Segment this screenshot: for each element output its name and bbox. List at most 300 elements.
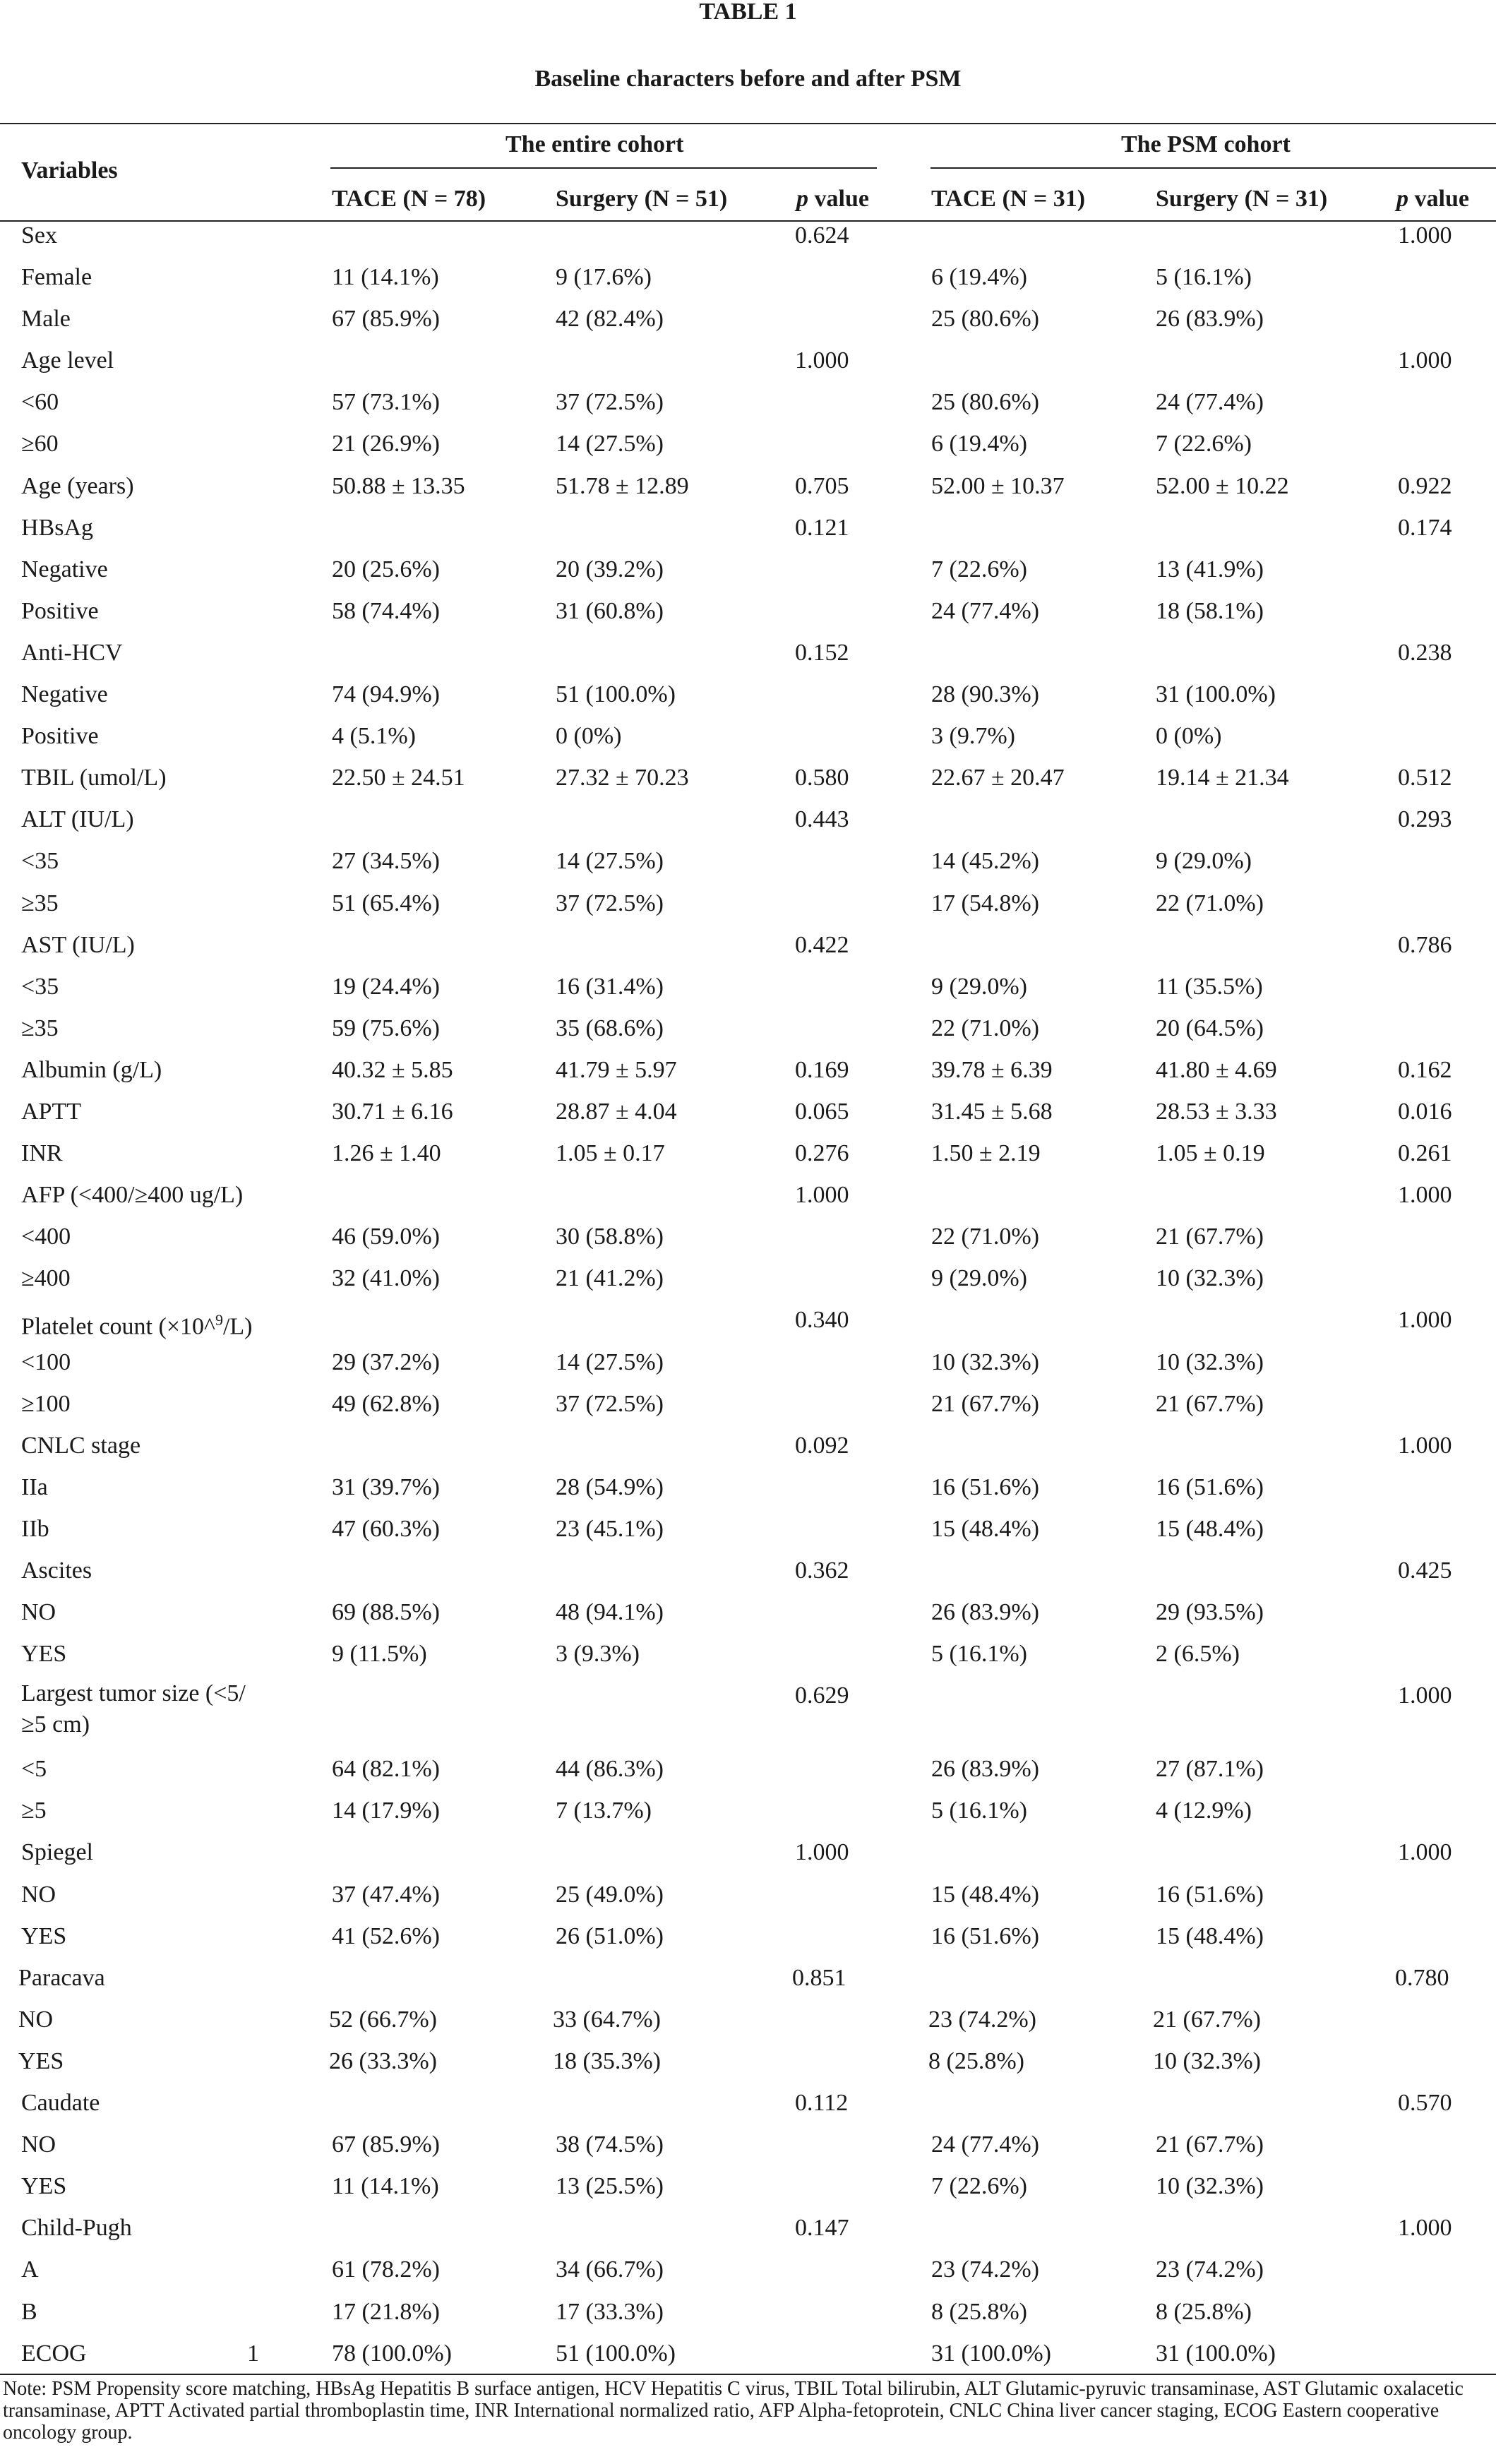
cell-surgery-entire: 31 (60.8%) bbox=[556, 597, 664, 624]
header-surgery-psm: Surgery (N = 31) bbox=[1156, 186, 1328, 212]
cell-surgery-entire: 38 (74.5%) bbox=[556, 2131, 664, 2158]
cell-tace-entire: 17 (21.8%) bbox=[332, 2298, 440, 2325]
cell-tace-psm: 22 (71.0%) bbox=[931, 1224, 1039, 1250]
table-label: TABLE 1 bbox=[699, 0, 797, 25]
cell-tace-entire: 50.88 ± 13.35 bbox=[332, 472, 465, 499]
table-row bbox=[0, 546, 1496, 588]
row-label: NO bbox=[21, 1599, 56, 1626]
cell-surgery-entire: 9 (17.6%) bbox=[556, 264, 652, 291]
cell-p-psm: 1.000 bbox=[1398, 1839, 1452, 1866]
cell-p-psm: 0.238 bbox=[1398, 639, 1452, 666]
row-label: IIa bbox=[21, 1473, 48, 1500]
cell-p-psm: 0.261 bbox=[1398, 1140, 1452, 1167]
cell-tace-entire: 67 (85.9%) bbox=[332, 306, 440, 333]
row-label: Female bbox=[21, 264, 92, 291]
table-row bbox=[0, 1047, 1496, 1089]
top-rule bbox=[0, 123, 1496, 124]
cell-p-entire: 1.000 bbox=[795, 1182, 849, 1209]
cell-tace-entire: 26 (33.3%) bbox=[329, 2047, 437, 2074]
table-row bbox=[0, 2122, 1496, 2163]
cell-surgery-entire: 51 (100.0%) bbox=[556, 2340, 676, 2367]
cell-surgery-entire: 51.78 ± 12.89 bbox=[556, 472, 689, 499]
cell-p-psm: 1.000 bbox=[1398, 347, 1452, 374]
cell-p-psm: 0.922 bbox=[1398, 472, 1452, 499]
cell-tace-entire: 64 (82.1%) bbox=[332, 1756, 440, 1783]
table-row bbox=[0, 1464, 1496, 1506]
row-label: YES bbox=[21, 2173, 67, 2200]
cell-tace-entire: 69 (88.5%) bbox=[332, 1599, 440, 1626]
row-label: ≥5 bbox=[21, 1798, 47, 1824]
cell-surgery-entire: 14 (27.5%) bbox=[556, 1348, 664, 1375]
table-row bbox=[0, 463, 1496, 505]
row-label: Negative bbox=[21, 681, 108, 708]
table-row bbox=[0, 838, 1496, 880]
cell-p-psm: 0.786 bbox=[1398, 931, 1452, 958]
cell-p-psm: 1.000 bbox=[1398, 1432, 1452, 1459]
cell-tace-psm: 10 (32.3%) bbox=[931, 1348, 1039, 1375]
table-row bbox=[0, 337, 1496, 379]
cell-tace-psm: 7 (22.6%) bbox=[931, 556, 1027, 582]
row-label: Ascites bbox=[21, 1557, 92, 1584]
cell-tace-psm: 8 (25.8%) bbox=[931, 2298, 1027, 2325]
row-label: NO bbox=[21, 2131, 56, 2158]
cell-tace-psm: 9 (29.0%) bbox=[931, 1265, 1027, 1292]
row-label: Positive bbox=[21, 597, 99, 624]
cell-surgery-entire: 20 (39.2%) bbox=[556, 556, 664, 582]
cell-tace-entire: 47 (60.3%) bbox=[332, 1515, 440, 1542]
table-row bbox=[0, 2080, 1496, 2122]
row-label: Age (years) bbox=[21, 472, 134, 499]
cell-p-entire: 0.624 bbox=[795, 222, 849, 249]
cell-tace-psm: 24 (77.4%) bbox=[931, 2131, 1039, 2158]
row-label: INR bbox=[21, 1140, 63, 1167]
table-row bbox=[0, 1872, 1496, 1913]
row-label: APTT bbox=[21, 1098, 81, 1125]
cell-p-entire: 0.147 bbox=[795, 2215, 849, 2242]
header-surgery-entire: Surgery (N = 51) bbox=[556, 186, 728, 212]
table-row bbox=[0, 713, 1496, 755]
cell-tace-entire: 4 (5.1%) bbox=[332, 723, 416, 750]
table-row bbox=[0, 1339, 1496, 1381]
table-row bbox=[0, 1746, 1496, 1788]
cell-surgery-psm: 19.14 ± 21.34 bbox=[1156, 765, 1289, 791]
table-row bbox=[0, 296, 1496, 337]
cell-surgery-psm: 21 (67.7%) bbox=[1156, 2131, 1264, 2158]
cell-tace-psm: 28 (90.3%) bbox=[931, 681, 1039, 708]
cell-surgery-psm: 21 (67.7%) bbox=[1156, 1224, 1264, 1250]
cell-tace-entire: 32 (41.0%) bbox=[332, 1265, 440, 1292]
cell-tace-entire: 58 (74.4%) bbox=[332, 597, 440, 624]
cell-p-entire: 0.443 bbox=[795, 806, 849, 833]
cell-p-entire: 0.422 bbox=[795, 931, 849, 958]
row-label: AFP (<400/≥400 ug/L) bbox=[21, 1182, 244, 1209]
cell-surgery-entire: 0 (0%) bbox=[556, 723, 622, 750]
cell-tace-psm: 9 (29.0%) bbox=[931, 973, 1027, 1000]
cell-p-psm: 0.512 bbox=[1398, 765, 1452, 791]
table-row bbox=[0, 2331, 1496, 2372]
cell-tace-entire: 74 (94.9%) bbox=[332, 681, 440, 708]
table-row bbox=[0, 213, 1496, 254]
cell-tace-entire: 51 (65.4%) bbox=[332, 890, 440, 916]
cell-p-entire: 0.580 bbox=[795, 765, 849, 791]
cell-tace-psm: 52.00 ± 10.37 bbox=[931, 472, 1065, 499]
cell-p-entire: 0.169 bbox=[795, 1056, 849, 1083]
row-label: IIb bbox=[21, 1515, 49, 1542]
cell-surgery-psm: 13 (41.9%) bbox=[1156, 556, 1264, 582]
table-row bbox=[0, 630, 1496, 671]
cell-surgery-entire: 41.79 ± 5.97 bbox=[556, 1056, 677, 1083]
cell-p-entire: 0.112 bbox=[795, 2090, 849, 2117]
row-label: <5 bbox=[21, 1756, 47, 1783]
cell-surgery-psm: 16 (51.6%) bbox=[1156, 1473, 1264, 1500]
cell-surgery-entire: 1.05 ± 0.17 bbox=[556, 1140, 665, 1167]
cell-surgery-entire: 7 (13.7%) bbox=[556, 1798, 652, 1824]
cell-tace-entire: 19 (24.4%) bbox=[332, 973, 440, 1000]
cell-surgery-psm: 10 (32.3%) bbox=[1156, 2173, 1264, 2200]
cell-tace-psm: 39.78 ± 6.39 bbox=[931, 1056, 1053, 1083]
cell-tace-psm: 23 (74.2%) bbox=[928, 2006, 1036, 2033]
cell-p-entire: 0.629 bbox=[795, 1682, 849, 1709]
cell-surgery-psm: 15 (48.4%) bbox=[1156, 1922, 1264, 1949]
cell-tace-psm: 17 (54.8%) bbox=[931, 890, 1039, 916]
header-group-entire: The entire cohort bbox=[505, 131, 684, 157]
cell-p-psm: 1.000 bbox=[1398, 2215, 1452, 2242]
table-row bbox=[0, 2205, 1496, 2247]
table-row bbox=[0, 421, 1496, 462]
row-label: Sex bbox=[21, 222, 57, 249]
cell-tace-psm: 1.50 ± 2.19 bbox=[931, 1140, 1041, 1167]
cell-tace-entire: 22.50 ± 24.51 bbox=[332, 765, 465, 791]
row-label: ≥60 bbox=[21, 431, 59, 457]
cell-tace-entire: 52 (66.7%) bbox=[329, 2006, 437, 2033]
header-tace-psm: TACE (N = 31) bbox=[931, 186, 1086, 212]
cell-surgery-psm: 41.80 ± 4.69 bbox=[1156, 1056, 1277, 1083]
cell-tace-psm: 8 (25.8%) bbox=[928, 2047, 1024, 2074]
header-p-suffix: value bbox=[808, 186, 869, 212]
row-label: Albumin (g/L) bbox=[21, 1056, 162, 1083]
cell-surgery-psm: 22 (71.0%) bbox=[1156, 890, 1264, 916]
cell-tace-psm: 25 (80.6%) bbox=[931, 306, 1039, 333]
cell-p-entire: 0.340 bbox=[795, 1307, 849, 1334]
cell-p-psm: 1.000 bbox=[1398, 1182, 1452, 1209]
table-row bbox=[0, 1589, 1496, 1631]
row-label: <100 bbox=[21, 1348, 71, 1375]
cell-tace-psm: 31.45 ± 5.68 bbox=[931, 1098, 1053, 1125]
cell-surgery-entire: 18 (35.3%) bbox=[553, 2047, 661, 2074]
cell-tace-entire: 1.26 ± 1.40 bbox=[332, 1140, 441, 1167]
cell-surgery-psm: 20 (64.5%) bbox=[1156, 1015, 1264, 1041]
cell-surgery-psm: 2 (6.5%) bbox=[1156, 1641, 1240, 1668]
table-body bbox=[0, 213, 1496, 2372]
cell-surgery-entire: 30 (58.8%) bbox=[556, 1224, 664, 1250]
table-row bbox=[0, 1423, 1496, 1464]
table-row bbox=[0, 1913, 1496, 1955]
row-label: YES bbox=[21, 1922, 67, 1949]
row-label: Paracava bbox=[18, 1964, 105, 1991]
table-row bbox=[0, 922, 1496, 964]
cell-tace-psm: 31 (100.0%) bbox=[931, 2340, 1051, 2367]
cell-surgery-psm: 29 (93.5%) bbox=[1156, 1599, 1264, 1626]
cell-tace-entire: 14 (17.9%) bbox=[332, 1798, 440, 1824]
superscript-exponent: 9 bbox=[215, 1311, 223, 1329]
table-row bbox=[0, 2038, 1496, 2080]
table-row bbox=[0, 2163, 1496, 2205]
table-note: Note: PSM Propensity score matching, HBsAg Hepatitis B surface antigen, HCV Hepatitis C virus, TBIL Total bilirubin, ALT Glutamic-pyruvic transaminase, AST Glutamic oxalacetic transaminase, APTT Activated partial thromboplastin time, INR International normalized ratio, AFP Alpha-fetoprotein, CNLC China liver cancer staging, ECOG Eastern cooperative oncology group. bbox=[3, 2378, 1464, 2444]
cell-surgery-psm: 27 (87.1%) bbox=[1156, 1756, 1264, 1783]
cell-surgery-psm: 31 (100.0%) bbox=[1156, 681, 1276, 708]
table-row bbox=[0, 796, 1496, 838]
cell-p-entire: 0.705 bbox=[795, 472, 849, 499]
row-label: YES bbox=[18, 2047, 64, 2074]
cell-tace-psm: 16 (51.6%) bbox=[931, 1473, 1039, 1500]
row-label: Largest tumor size (<5/≥5 cm) bbox=[21, 1680, 246, 1738]
cell-p-entire: 0.276 bbox=[795, 1140, 849, 1167]
row-label: <60 bbox=[21, 389, 59, 416]
cell-tace-entire: 20 (25.6%) bbox=[332, 556, 440, 582]
row-sublabel: 1 bbox=[247, 2340, 259, 2367]
table-caption: Baseline characters before and after PSM bbox=[534, 66, 962, 92]
cell-tace-psm: 23 (74.2%) bbox=[931, 2256, 1039, 2283]
table-row bbox=[0, 1297, 1496, 1339]
cell-surgery-psm: 16 (51.6%) bbox=[1156, 1881, 1264, 1908]
table-row bbox=[0, 755, 1496, 796]
table-row bbox=[0, 1673, 1496, 1746]
cell-tace-entire: 21 (26.9%) bbox=[332, 431, 440, 457]
table-row bbox=[0, 1130, 1496, 1172]
cell-p-entire: 0.152 bbox=[795, 639, 849, 666]
cell-tace-psm: 5 (16.1%) bbox=[931, 1641, 1027, 1668]
group-rule-psm bbox=[930, 167, 1496, 169]
table-row bbox=[0, 671, 1496, 713]
row-label: ECOG bbox=[21, 2340, 87, 2367]
bottom-rule bbox=[0, 2374, 1496, 2375]
cell-tace-psm: 24 (77.4%) bbox=[931, 597, 1039, 624]
cell-p-psm: 0.570 bbox=[1398, 2090, 1452, 2117]
row-label: Positive bbox=[21, 723, 99, 750]
cell-surgery-psm: 7 (22.6%) bbox=[1156, 431, 1252, 457]
cell-tace-psm: 15 (48.4%) bbox=[931, 1515, 1039, 1542]
row-label: NO bbox=[18, 2006, 54, 2033]
header-variables: Variables bbox=[21, 157, 118, 184]
cell-surgery-entire: 28.87 ± 4.04 bbox=[556, 1098, 677, 1125]
cell-surgery-psm: 15 (48.4%) bbox=[1156, 1515, 1264, 1542]
cell-p-psm: 1.000 bbox=[1398, 1682, 1452, 1709]
cell-tace-entire: 46 (59.0%) bbox=[332, 1224, 440, 1250]
cell-tace-psm: 3 (9.7%) bbox=[931, 723, 1015, 750]
cell-tace-psm: 6 (19.4%) bbox=[931, 264, 1027, 291]
header-tace-entire: TACE (N = 78) bbox=[332, 186, 486, 212]
cell-tace-psm: 22 (71.0%) bbox=[931, 1015, 1039, 1041]
cell-surgery-entire: 25 (49.0%) bbox=[556, 1881, 664, 1908]
cell-surgery-psm: 5 (16.1%) bbox=[1156, 264, 1252, 291]
cell-surgery-psm: 9 (29.0%) bbox=[1156, 848, 1252, 875]
cell-tace-psm: 5 (16.1%) bbox=[931, 1798, 1027, 1824]
cell-p-psm: 0.293 bbox=[1398, 806, 1452, 833]
cell-tace-entire: 67 (85.9%) bbox=[332, 2131, 440, 2158]
cell-tace-psm: 16 (51.6%) bbox=[931, 1922, 1039, 1949]
row-label: Platelet count (×10^$^9$/L) bbox=[21, 1311, 253, 1340]
cell-surgery-entire: 26 (51.0%) bbox=[556, 1922, 664, 1949]
cell-p-psm: 0.174 bbox=[1398, 514, 1452, 541]
cell-surgery-entire: 44 (86.3%) bbox=[556, 1756, 664, 1783]
cell-surgery-entire: 23 (45.1%) bbox=[556, 1515, 664, 1542]
cell-surgery-entire: 48 (94.1%) bbox=[556, 1599, 664, 1626]
cell-surgery-entire: 16 (31.4%) bbox=[556, 973, 664, 1000]
cell-p-psm: 0.780 bbox=[1395, 1964, 1449, 1991]
cell-tace-entire: 27 (34.5%) bbox=[332, 848, 440, 875]
row-label: Spiegel bbox=[21, 1839, 93, 1866]
cell-surgery-psm: 21 (67.7%) bbox=[1153, 2006, 1261, 2033]
cell-tace-entire: 11 (14.1%) bbox=[332, 264, 439, 291]
cell-p-entire: 1.000 bbox=[795, 347, 849, 374]
table-row bbox=[0, 1955, 1496, 1997]
cell-tace-psm: 26 (83.9%) bbox=[931, 1599, 1039, 1626]
row-label: ≥35 bbox=[21, 890, 59, 916]
row-label: ≥35 bbox=[21, 1015, 59, 1041]
cell-p-psm: 1.000 bbox=[1398, 222, 1452, 249]
header-group-psm: The PSM cohort bbox=[1121, 131, 1291, 157]
cell-p-entire: 0.851 bbox=[792, 1964, 846, 1991]
table-row bbox=[0, 1381, 1496, 1423]
cell-tace-psm: 26 (83.9%) bbox=[931, 1756, 1039, 1783]
cell-tace-psm: 22.67 ± 20.47 bbox=[931, 765, 1065, 791]
cell-tace-entire: 11 (14.1%) bbox=[332, 2173, 439, 2200]
table-row bbox=[0, 1631, 1496, 1673]
cell-surgery-entire: 3 (9.3%) bbox=[556, 1641, 640, 1668]
table-row bbox=[0, 1172, 1496, 1214]
cell-tace-entire: 37 (47.4%) bbox=[332, 1881, 440, 1908]
cell-tace-entire: 31 (39.7%) bbox=[332, 1473, 440, 1500]
cell-tace-psm: 21 (67.7%) bbox=[931, 1390, 1039, 1417]
row-label: Caudate bbox=[21, 2090, 100, 2117]
table-row bbox=[0, 880, 1496, 922]
table-row bbox=[0, 1255, 1496, 1297]
header-p-psm bbox=[1396, 185, 1469, 213]
cell-tace-psm: 15 (48.4%) bbox=[931, 1881, 1039, 1908]
cell-p-entire: 0.065 bbox=[795, 1098, 849, 1125]
cell-tace-entire: 57 (73.1%) bbox=[332, 389, 440, 416]
cell-surgery-entire: 14 (27.5%) bbox=[556, 848, 664, 875]
row-label: ≥400 bbox=[21, 1265, 71, 1292]
cell-surgery-entire: 37 (72.5%) bbox=[556, 890, 664, 916]
table-row bbox=[0, 1788, 1496, 1829]
cell-surgery-psm: 1.05 ± 0.19 bbox=[1156, 1140, 1265, 1167]
cell-tace-entire: 41 (52.6%) bbox=[332, 1922, 440, 1949]
table-row bbox=[0, 254, 1496, 296]
cell-surgery-psm: 10 (32.3%) bbox=[1156, 1265, 1264, 1292]
table-row bbox=[0, 1997, 1496, 2038]
cell-surgery-entire: 37 (72.5%) bbox=[556, 1390, 664, 1417]
cell-tace-entire: 30.71 ± 6.16 bbox=[332, 1098, 453, 1125]
group-rule-entire bbox=[330, 167, 877, 169]
cell-surgery-entire: 42 (82.4%) bbox=[556, 306, 664, 333]
cell-surgery-psm: 21 (67.7%) bbox=[1156, 1390, 1264, 1417]
table-row bbox=[0, 1089, 1496, 1130]
cell-surgery-psm: 26 (83.9%) bbox=[1156, 306, 1264, 333]
cell-tace-entire: 59 (75.6%) bbox=[332, 1015, 440, 1041]
row-label: Child-Pugh bbox=[21, 2215, 132, 2242]
cell-tace-entire: 49 (62.8%) bbox=[332, 1390, 440, 1417]
cell-surgery-entire: 17 (33.3%) bbox=[556, 2298, 664, 2325]
row-label: YES bbox=[21, 1641, 67, 1668]
cell-surgery-psm: 11 (35.5%) bbox=[1156, 973, 1263, 1000]
row-label: <35 bbox=[21, 973, 59, 1000]
cell-surgery-entire: 34 (66.7%) bbox=[556, 2256, 664, 2283]
cell-tace-psm: 6 (19.4%) bbox=[931, 431, 1027, 457]
cell-surgery-entire: 51 (100.0%) bbox=[556, 681, 676, 708]
row-label: A bbox=[21, 2256, 39, 2283]
row-label: CNLC stage bbox=[21, 1432, 141, 1459]
table-row bbox=[0, 1005, 1496, 1047]
header-p-italic: p bbox=[796, 186, 808, 212]
cell-tace-entire: 61 (78.2%) bbox=[332, 2256, 440, 2283]
cell-tace-psm: 7 (22.6%) bbox=[931, 2173, 1027, 2200]
cell-surgery-entire: 33 (64.7%) bbox=[553, 2006, 661, 2033]
row-label: <400 bbox=[21, 1224, 71, 1250]
cell-p-psm: 0.016 bbox=[1398, 1098, 1452, 1125]
cell-p-entire: 0.092 bbox=[795, 1432, 849, 1459]
header-p-suffix-psm: value bbox=[1408, 186, 1469, 212]
cell-surgery-entire: 35 (68.6%) bbox=[556, 1015, 664, 1041]
cell-tace-entire: 40.32 ± 5.85 bbox=[332, 1056, 453, 1083]
row-label: B bbox=[21, 2298, 37, 2325]
cell-surgery-entire: 28 (54.9%) bbox=[556, 1473, 664, 1500]
cell-p-psm: 0.162 bbox=[1398, 1056, 1452, 1083]
table-row bbox=[0, 588, 1496, 630]
cell-surgery-psm: 28.53 ± 3.33 bbox=[1156, 1098, 1277, 1125]
cell-surgery-psm: 52.00 ± 10.22 bbox=[1156, 472, 1289, 499]
cell-p-entire: 0.362 bbox=[795, 1557, 849, 1584]
cell-surgery-entire: 27.32 ± 70.23 bbox=[556, 765, 689, 791]
row-label: Negative bbox=[21, 556, 108, 582]
cell-tace-psm: 14 (45.2%) bbox=[931, 848, 1039, 875]
table-row bbox=[0, 379, 1496, 421]
cell-p-psm: 1.000 bbox=[1398, 1307, 1452, 1334]
cell-surgery-entire: 13 (25.5%) bbox=[556, 2173, 664, 2200]
table-row bbox=[0, 2247, 1496, 2288]
table-row bbox=[0, 505, 1496, 546]
cell-tace-entire: 9 (11.5%) bbox=[332, 1641, 427, 1668]
row-label: HBsAg bbox=[21, 514, 94, 541]
cell-surgery-entire: 21 (41.2%) bbox=[556, 1265, 664, 1292]
row-label: Age level bbox=[21, 347, 114, 374]
row-label: Male bbox=[21, 306, 71, 333]
cell-surgery-entire: 14 (27.5%) bbox=[556, 431, 664, 457]
table-row bbox=[0, 1214, 1496, 1255]
row-label: <35 bbox=[21, 848, 59, 875]
cell-surgery-psm: 8 (25.8%) bbox=[1156, 2298, 1252, 2325]
cell-surgery-psm: 0 (0%) bbox=[1156, 723, 1222, 750]
row-label: ALT (IU/L) bbox=[21, 806, 134, 833]
header-p-entire bbox=[796, 185, 869, 213]
cell-surgery-psm: 23 (74.2%) bbox=[1156, 2256, 1264, 2283]
table-row bbox=[0, 1829, 1496, 1871]
table-row bbox=[0, 1506, 1496, 1548]
row-label: ≥100 bbox=[21, 1390, 71, 1417]
row-label: Anti-HCV bbox=[21, 639, 123, 666]
row-label: NO bbox=[21, 1881, 56, 1908]
cell-surgery-psm: 24 (77.4%) bbox=[1156, 389, 1264, 416]
cell-surgery-psm: 18 (58.1%) bbox=[1156, 597, 1264, 624]
cell-p-psm: 0.425 bbox=[1398, 1557, 1452, 1584]
cell-surgery-psm: 4 (12.9%) bbox=[1156, 1798, 1252, 1824]
table-row bbox=[0, 1548, 1496, 1589]
cell-tace-psm: 25 (80.6%) bbox=[931, 389, 1039, 416]
header-p-italic-psm: p bbox=[1396, 186, 1408, 212]
cell-tace-entire: 78 (100.0%) bbox=[332, 2340, 452, 2367]
cell-tace-entire: 29 (37.2%) bbox=[332, 1348, 440, 1375]
table-row bbox=[0, 2289, 1496, 2331]
